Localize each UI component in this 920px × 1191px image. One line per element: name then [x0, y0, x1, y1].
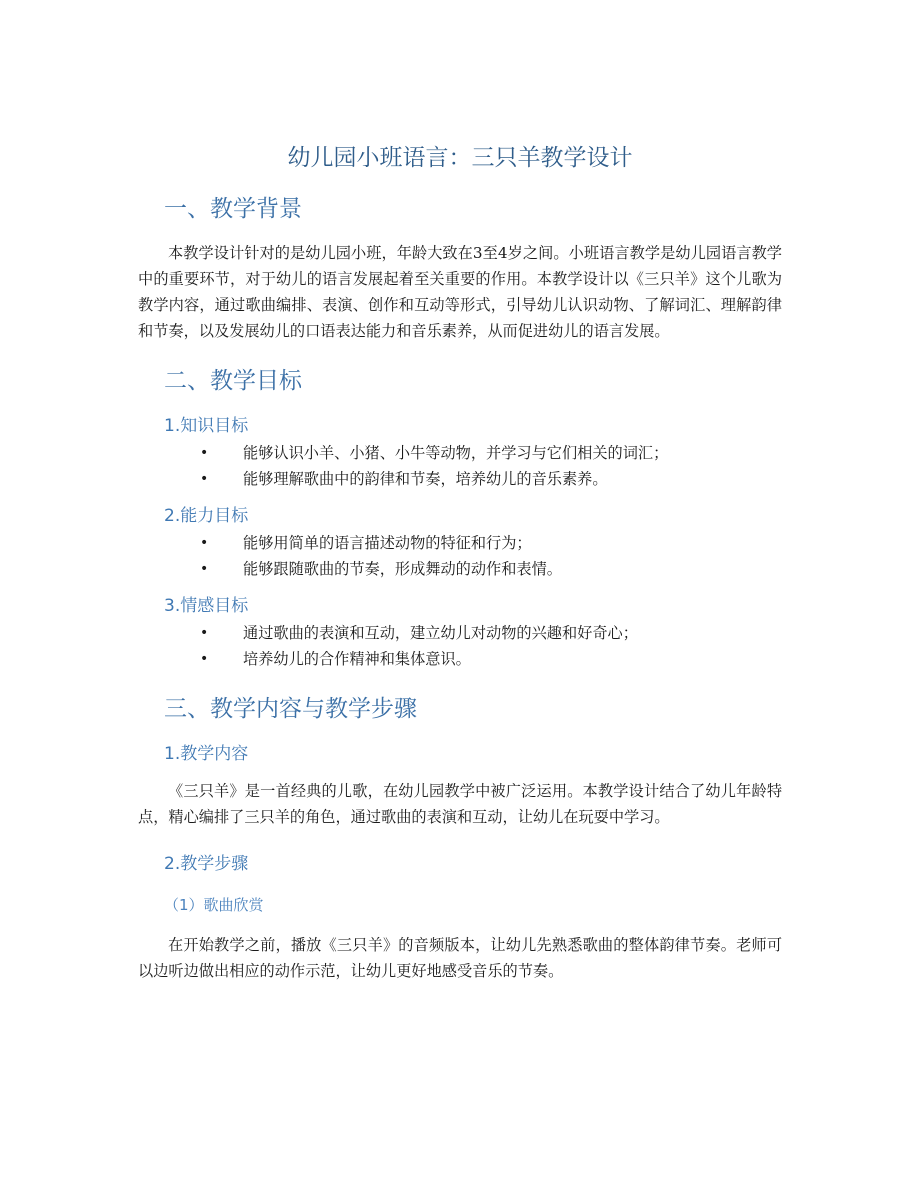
list-item: • 能够认识小羊、小猪、小牛等动物，并学习与它们相关的词汇；: [138, 440, 782, 466]
bullet-icon: •: [200, 561, 209, 577]
list-item: • 培养幼儿的合作精神和集体意识。: [138, 646, 782, 672]
bullet-icon: •: [200, 625, 209, 641]
knowledge-goals-list: [138, 440, 782, 492]
list-item: • 通过歌曲的表演和互动，建立幼儿对动物的兴趣和好奇心；: [138, 620, 782, 646]
subheading-ability-goals: 2.能力目标: [164, 506, 249, 526]
subheading-teaching-steps: 2.教学步骤: [164, 854, 249, 874]
document-title: 幼儿园小班语言：三只羊教学设计: [287, 145, 633, 171]
emotional-goals-list: [138, 620, 782, 672]
ability-goals-list: [138, 530, 782, 582]
bullet-icon: •: [200, 651, 209, 667]
list-item: • 能够用简单的语言描述动物的特征和行为；: [138, 530, 782, 556]
list-item: • 能够跟随歌曲的节奏，形成舞动的动作和表情。: [138, 556, 782, 582]
teaching-content-paragraph: 《三只羊》是一首经典的儿歌，在幼儿园教学中被广泛运用。本教学设计结合了幼儿年龄特点，精心编排了三只羊的角色，通过歌曲的表演和互动，让幼儿在玩耍中学习。: [138, 782, 782, 826]
subheading-emotional-goals: 3.情感目标: [164, 596, 249, 616]
subheading-song-appreciation: （1）歌曲欣赏: [164, 896, 264, 914]
section-heading-background: 一、教学背景: [164, 196, 302, 222]
subheading-knowledge-goals: 1.知识目标: [164, 416, 249, 436]
bullet-icon: •: [200, 445, 209, 461]
bullet-icon: •: [200, 535, 209, 551]
background-paragraph: 本教学设计针对的是幼儿园小班，年龄大致在3至4岁之间。小班语言教学是幼儿园语言教学中的重要环节，对于幼儿的语言发展起着至关重要的作用。本教学设计以《三只羊》这个儿歌为教学内容，通过歌曲编排、表演、创作和互动等形式，引导幼儿认识动物、了解词汇、理解韵律和节奏，以及发展幼儿的口语表达能力和音乐素养，从而促进幼儿的语言发展。: [138, 244, 782, 340]
bullet-icon: •: [200, 471, 209, 487]
song-appreciation-paragraph: 在开始教学之前，播放《三只羊》的音频版本，让幼儿先熟悉歌曲的整体韵律节奏。老师可以边听边做出相应的动作示范，让幼儿更好地感受音乐的节奏。: [138, 936, 782, 980]
section-heading-goals: 二、教学目标: [164, 368, 302, 394]
list-item: • 能够理解歌曲中的韵律和节奏，培养幼儿的音乐素养。: [138, 466, 782, 492]
section-heading-content-steps: 三、教学内容与教学步骤: [164, 696, 417, 722]
subheading-teaching-content: 1.教学内容: [164, 744, 249, 764]
